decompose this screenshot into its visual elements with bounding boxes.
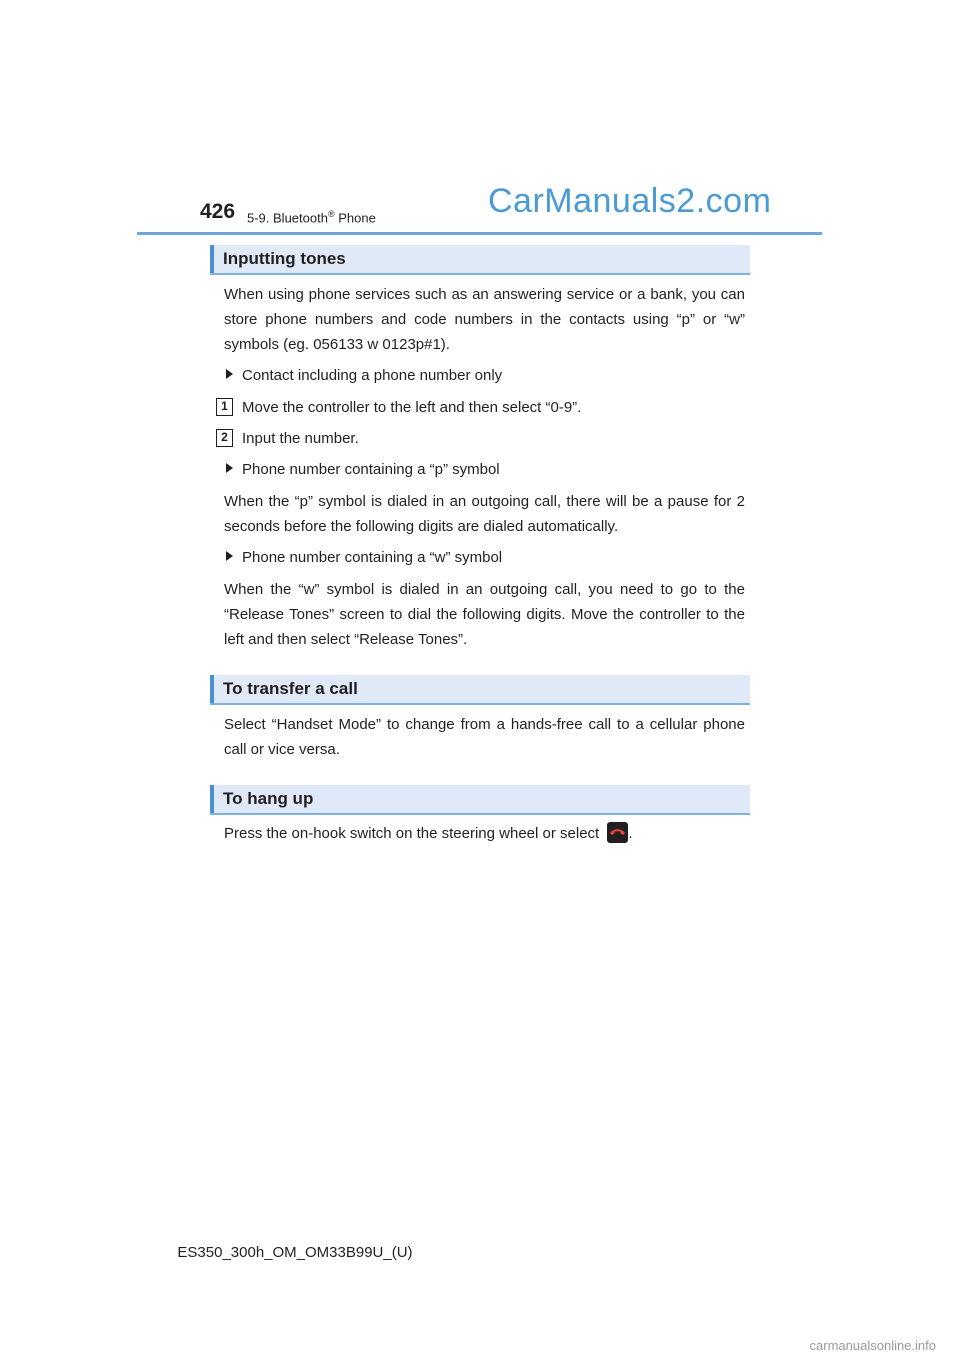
- watermark-bottom: carmanualsonline.info: [809, 1338, 936, 1353]
- transfer-call-paragraph: Select “Handset Mode” to change from a hands-free call to a cellular phone call or vice versa.: [224, 716, 745, 758]
- page-number: 426: [200, 200, 236, 223]
- heading-accent-bar: [210, 675, 214, 703]
- heading-text: Inputting tones: [223, 249, 346, 268]
- section-title: [247, 209, 376, 225]
- triangle-bullet-icon: [226, 463, 233, 473]
- section-prefix: 5-9. Bluetooth: [247, 210, 328, 226]
- watermark-top: CarManuals2.com: [488, 182, 772, 220]
- bullet-w-symbol: [226, 545, 502, 570]
- hang-up-text: Press the on-hook switch on the steering wheel or select: [224, 825, 600, 842]
- bullet-text: Contact including a phone number only: [242, 367, 503, 384]
- step-2-text: Input the number.: [242, 430, 359, 447]
- heading-accent-bar: [210, 245, 214, 273]
- p-symbol-paragraph: When the “p” symbol is dialed in an outgoing call, there will be a pause for 2 seconds before the following digits are dialed automatically.: [224, 493, 745, 535]
- heading-inputting-tones: [210, 245, 750, 275]
- manual-code: ES350_300h_OM_OM33B99U_(U): [177, 1244, 413, 1261]
- triangle-bullet-icon: [226, 551, 233, 561]
- heading-text: To transfer a call: [223, 679, 358, 698]
- step-2-badge: 2: [216, 429, 233, 447]
- bullet-p-symbol: [226, 457, 500, 482]
- bullet-text: Phone number containing a “p” symbol: [242, 461, 500, 478]
- heading-text: To hang up: [223, 789, 314, 808]
- hang-up-paragraph: [224, 821, 745, 846]
- heading-hang-up: [210, 785, 750, 815]
- hang-up-text-end: .: [628, 825, 633, 842]
- section-suffix: Phone: [334, 210, 376, 226]
- footer-manual-code: [0, 1244, 960, 1261]
- w-symbol-paragraph: When the “w” symbol is dialed in an outgoing call, you need to go to the “Release Tones” screen to dial the following digits. Move the controller to the left and then select “Release Tones”.: [224, 581, 745, 648]
- header-rule: [137, 232, 822, 235]
- bullet-text: Phone number containing a “w” symbol: [242, 549, 503, 566]
- heading-transfer-call: [210, 675, 750, 705]
- intro-paragraph: When using phone services such as an answering service or a bank, you can store phone numbers and code numbers in the contacts using “p” or “w” symbols (eg. 056133 w 0123p#1).: [224, 286, 745, 353]
- hang-up-phone-icon: [607, 822, 628, 843]
- heading-accent-bar: [210, 785, 214, 813]
- step-1-text: Move the controller to the left and then select “0-9”.: [242, 399, 582, 416]
- triangle-bullet-icon: [226, 369, 233, 379]
- step-1-badge: 1: [216, 398, 233, 416]
- registered-mark: ®: [327, 209, 335, 219]
- bullet-contact-number-only: [226, 363, 502, 388]
